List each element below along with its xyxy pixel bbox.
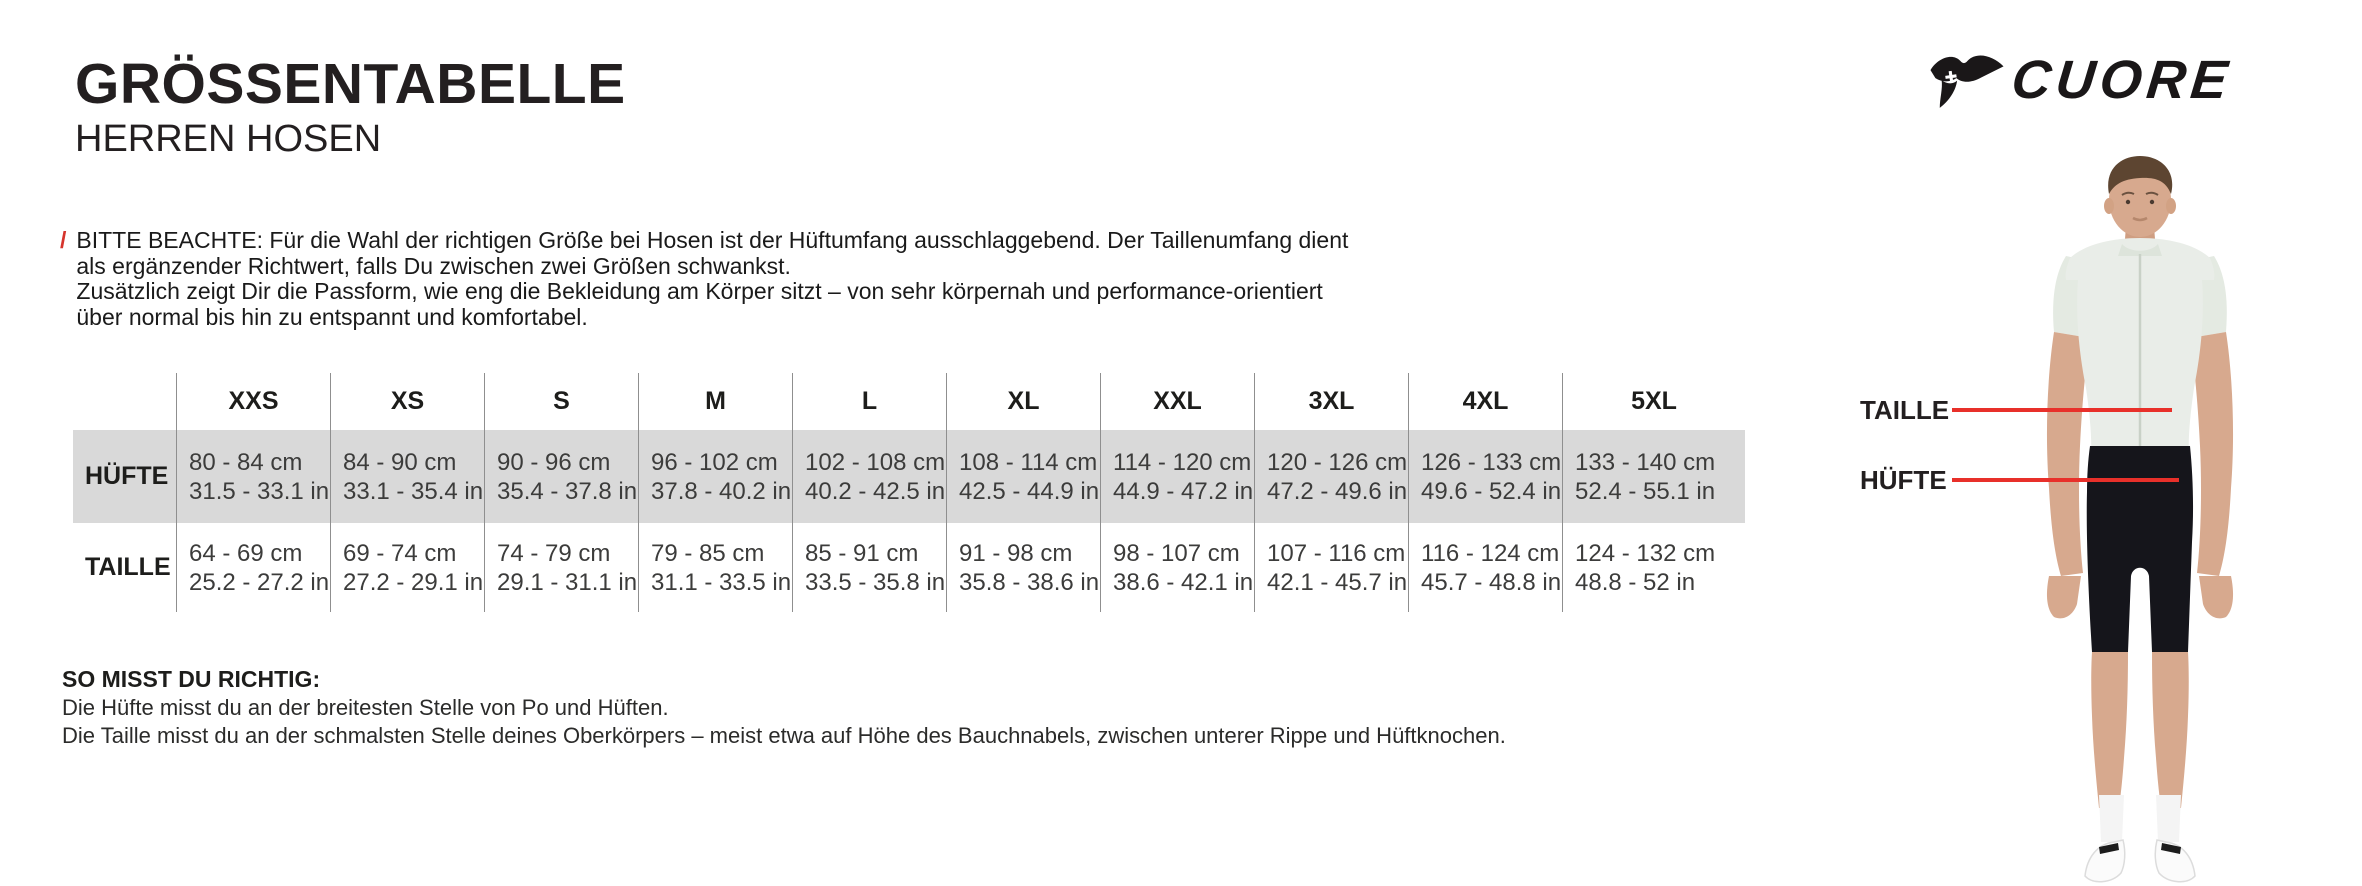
range-in: 31.5 - 33.1 in (189, 477, 330, 505)
range-in: 37.8 - 40.2 in (651, 477, 792, 505)
size-range-cell (1100, 523, 1254, 612)
notice-line: BITTE BEACHTE: Für die Wahl der richtigen Größe bei Hosen ist der Hüftumfang ausschlaggebend. Der Taillenumfang dient (76, 227, 1349, 253)
red-slash-mark: / (60, 227, 67, 253)
size-column-header: 5XL (1562, 373, 1745, 430)
measure-row-label: HÜFTE (85, 462, 169, 490)
range-in: 33.5 - 35.8 in (805, 568, 946, 596)
range-in: 33.1 - 35.4 in (343, 477, 484, 505)
range-cm: 85 - 91 cm (805, 539, 919, 567)
size-range-cell (946, 430, 1100, 523)
huefte-measure-line (1952, 478, 2179, 482)
notice-line: über normal bis hin zu entspannt und komfortabel. (76, 303, 588, 330)
taille-measure-line (1952, 408, 2172, 412)
size-table-row (73, 523, 1745, 612)
size-column-header: XS (330, 373, 484, 430)
size-range-cell (1408, 430, 1562, 523)
page-subtitle: HERREN HOSEN (75, 118, 382, 160)
range-cm: 108 - 114 cm (959, 448, 1098, 476)
size-range-cell (638, 523, 792, 612)
size-table-row (73, 430, 1745, 523)
figure-taille-label: TAILLE (1860, 395, 1950, 425)
range-cm: 90 - 96 cm (497, 448, 611, 476)
range-cm: 84 - 90 cm (343, 448, 457, 476)
range-in: 42.5 - 44.9 in (959, 477, 1100, 505)
size-column-header: XXL (1100, 373, 1254, 430)
range-cm: 79 - 85 cm (651, 539, 765, 567)
range-in: 38.6 - 42.1 in (1113, 568, 1254, 596)
range-cm: 64 - 69 cm (189, 539, 303, 567)
size-range-cell (1254, 430, 1408, 523)
size-table (73, 373, 1745, 612)
size-range-cell (946, 523, 1100, 612)
size-table-header-row (73, 373, 1745, 430)
size-range-cell (1562, 430, 1745, 523)
range-cm: 124 - 132 cm (1575, 539, 1716, 567)
size-range-cell (1254, 523, 1408, 612)
size-column-header: L (792, 373, 946, 430)
range-cm: 116 - 124 cm (1421, 539, 1560, 567)
size-range-cell (792, 430, 946, 523)
range-in: 27.2 - 29.1 in (343, 568, 484, 596)
measuring-instruction-waist: Die Taille misst du an der schmalsten Stelle deines Oberkörpers – meist etwa auf Höhe des Bauchnabels, zwischen unterer Rippe und Hüftknochen. (62, 723, 1506, 748)
notice-paragraph (60, 228, 1348, 330)
size-column-header: M (638, 373, 792, 430)
page-title: GRÖSSENTABELLE (75, 52, 626, 116)
range-in: 35.4 - 37.8 in (497, 477, 638, 505)
range-in: 48.8 - 52 in (1575, 568, 1696, 596)
size-column-header: 3XL (1254, 373, 1408, 430)
size-range-cell (1100, 430, 1254, 523)
size-range-cell (638, 430, 792, 523)
range-in: 49.6 - 52.4 in (1421, 477, 1562, 505)
range-in: 52.4 - 55.1 in (1575, 477, 1716, 505)
measure-row-label: TAILLE (85, 553, 171, 581)
range-cm: 96 - 102 cm (651, 448, 778, 476)
size-range-cell (330, 523, 484, 612)
range-cm: 74 - 79 cm (497, 539, 611, 567)
measuring-instruction-hip: Die Hüfte misst du an der breitesten Stelle von Po und Hüften. (62, 695, 669, 720)
range-cm: 107 - 116 cm (1267, 539, 1406, 567)
range-in: 44.9 - 47.2 in (1113, 477, 1254, 505)
measuring-heading: SO MISST DU RICHTIG: (62, 666, 321, 692)
size-column-header: 4XL (1408, 373, 1562, 430)
range-cm: 133 - 140 cm (1575, 448, 1716, 476)
range-cm: 80 - 84 cm (189, 448, 303, 476)
range-in: 25.2 - 27.2 in (189, 568, 330, 596)
range-in: 45.7 - 48.8 in (1421, 568, 1562, 596)
range-in: 42.1 - 45.7 in (1267, 568, 1408, 596)
size-range-cell (176, 430, 330, 523)
figure-huefte-label: HÜFTE (1860, 465, 1947, 495)
range-in: 29.1 - 31.1 in (497, 568, 638, 596)
table-corner-cell (73, 373, 176, 430)
model-figure-image (2030, 146, 2270, 886)
size-range-cell (1408, 523, 1562, 612)
range-in: 31.1 - 33.5 in (651, 568, 792, 596)
range-cm: 91 - 98 cm (959, 539, 1073, 567)
notice-text (76, 228, 1348, 330)
range-cm: 102 - 108 cm (805, 448, 946, 476)
range-cm: 98 - 107 cm (1113, 539, 1240, 567)
notice-line: als ergänzender Richtwert, falls Du zwischen zwei Größen schwankst. (76, 252, 791, 279)
size-range-cell (484, 430, 638, 523)
size-range-cell (484, 523, 638, 612)
range-in: 47.2 - 49.6 in (1267, 477, 1408, 505)
cuore-logo-emblem (1928, 48, 2006, 112)
size-range-cell (176, 523, 330, 612)
size-range-cell (792, 523, 946, 612)
range-cm: 120 - 126 cm (1267, 448, 1408, 476)
range-in: 35.8 - 38.6 in (959, 568, 1100, 596)
range-cm: 69 - 74 cm (343, 539, 457, 567)
cuore-logo-wordmark: CUORE (2008, 50, 2236, 110)
range-cm: 126 - 133 cm (1421, 448, 1562, 476)
size-column-header: XXS (176, 373, 330, 430)
size-column-header: S (484, 373, 638, 430)
size-column-header: XL (946, 373, 1100, 430)
range-in: 40.2 - 42.5 in (805, 477, 946, 505)
size-range-cell (330, 430, 484, 523)
range-cm: 114 - 120 cm (1113, 448, 1252, 476)
notice-line: Zusätzlich zeigt Dir die Passform, wie eng die Bekleidung am Körper sitzt – von sehr körpernah und performance-orientiert (76, 278, 1323, 304)
size-range-cell (1562, 523, 1745, 612)
cuore-logo (1928, 40, 2328, 120)
